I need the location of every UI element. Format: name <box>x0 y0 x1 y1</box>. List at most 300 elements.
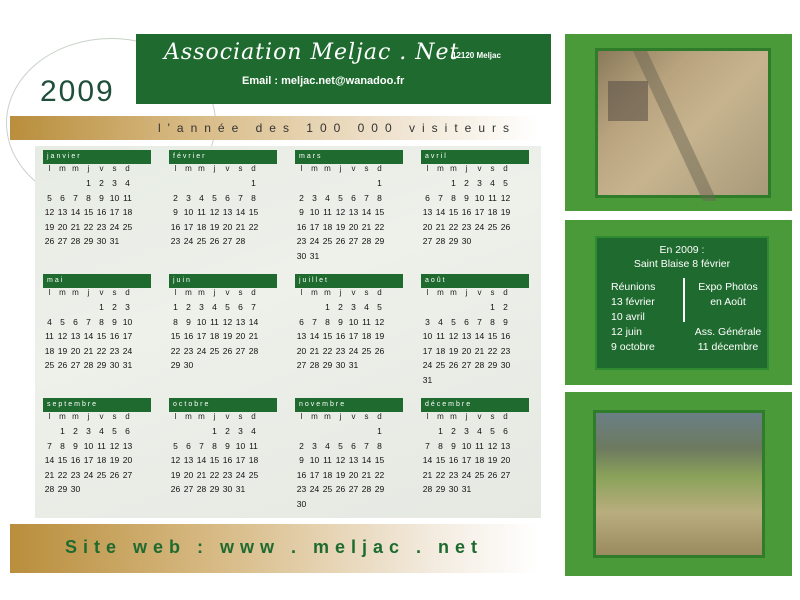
day-number: 9 <box>503 316 508 327</box>
week-row <box>169 234 279 249</box>
week-row <box>169 315 279 330</box>
day-name: j <box>465 164 468 173</box>
day-name: v <box>477 412 482 421</box>
day-number: 29 <box>374 236 385 247</box>
day-number: 24 <box>109 221 120 232</box>
week-row <box>43 176 153 191</box>
day-name: v <box>99 288 104 297</box>
day-name: l <box>300 288 303 297</box>
week-row <box>43 329 153 344</box>
day-number: 7 <box>73 192 78 203</box>
day-number: 14 <box>196 455 207 466</box>
day-number: 7 <box>438 192 443 203</box>
day-number: 7 <box>86 316 91 327</box>
day-number: 30 <box>296 498 307 509</box>
day-number: 13 <box>57 207 68 218</box>
meetings-item: 10 avril <box>611 311 645 323</box>
day-number: 11 <box>362 316 371 327</box>
day-number: 8 <box>173 316 178 327</box>
day-number: 22 <box>209 469 220 480</box>
day-name: d <box>377 412 382 421</box>
week-row <box>295 468 405 483</box>
day-number: 13 <box>348 207 359 218</box>
aerial-village-photo <box>595 48 771 198</box>
day-number: 22 <box>248 221 259 232</box>
day-number: 5 <box>377 302 382 313</box>
day-number: 6 <box>225 192 230 203</box>
week-row <box>169 468 279 483</box>
day-number: 9 <box>73 440 78 451</box>
week-row <box>421 453 531 468</box>
day-number: 7 <box>477 316 482 327</box>
day-number: 21 <box>422 469 433 480</box>
day-number: 24 <box>122 345 133 356</box>
day-name: m <box>72 412 79 421</box>
day-number: 4 <box>325 192 330 203</box>
day-number: 1 <box>377 426 382 437</box>
day-name: j <box>87 412 90 421</box>
day-name: s <box>364 164 369 173</box>
day-number: 9 <box>464 192 469 203</box>
day-number: 30 <box>109 360 120 371</box>
zip-code: 12120 Meljac <box>452 51 501 60</box>
day-name: m <box>437 288 444 297</box>
day-name: j <box>339 164 342 173</box>
day-name: m <box>437 164 444 173</box>
day-number: 2 <box>186 302 191 313</box>
day-number: 6 <box>238 302 243 313</box>
day-number: 19 <box>374 331 385 342</box>
day-number: 3 <box>186 192 191 203</box>
month-name: février <box>169 150 277 164</box>
day-number: 5 <box>338 192 343 203</box>
day-number: 11 <box>475 440 484 451</box>
day-number: 7 <box>364 440 369 451</box>
week-row <box>169 300 279 315</box>
day-number: 26 <box>335 484 346 495</box>
day-number: 3 <box>125 302 130 313</box>
day-number: 1 <box>99 302 104 313</box>
day-number: 3 <box>112 178 117 189</box>
day-number: 6 <box>464 316 469 327</box>
day-name: v <box>225 164 230 173</box>
week-row <box>43 344 153 359</box>
day-number: 12 <box>487 440 498 451</box>
day-number: 6 <box>60 192 65 203</box>
day-number: 10 <box>183 207 194 218</box>
day-name: l <box>48 412 51 421</box>
day-number: 18 <box>322 469 333 480</box>
day-number: 26 <box>335 236 346 247</box>
month-5 <box>169 274 279 392</box>
day-number: 20 <box>422 221 433 232</box>
week-row <box>169 453 279 468</box>
saint-blaise-event: Saint Blaise 8 février <box>633 258 731 270</box>
day-number: 6 <box>351 192 356 203</box>
week-row <box>421 329 531 344</box>
day-number: 6 <box>186 440 191 451</box>
day-number: 8 <box>377 440 382 451</box>
day-name: v <box>99 164 104 173</box>
day-number: 15 <box>487 331 498 342</box>
day-name: v <box>477 164 482 173</box>
day-number: 2 <box>299 192 304 203</box>
day-number: 29 <box>374 484 385 495</box>
day-name: m <box>198 412 205 421</box>
day-number: 12 <box>170 455 181 466</box>
day-name: v <box>351 412 356 421</box>
day-number: 6 <box>503 426 508 437</box>
day-number: 25 <box>248 469 259 480</box>
day-name: s <box>112 164 117 173</box>
day-number: 5 <box>60 316 65 327</box>
day-number: 7 <box>425 440 430 451</box>
day-number: 15 <box>96 331 107 342</box>
day-number: 18 <box>474 455 485 466</box>
day-number: 2 <box>299 440 304 451</box>
day-number: 13 <box>222 207 233 218</box>
day-number: 13 <box>422 207 433 218</box>
day-number: 22 <box>435 469 446 480</box>
day-name: m <box>198 288 205 297</box>
day-name: l <box>426 164 429 173</box>
day-number: 15 <box>374 455 385 466</box>
day-number: 10 <box>83 440 94 451</box>
day-number: 8 <box>212 440 217 451</box>
month-3 <box>421 150 531 268</box>
day-number: 20 <box>348 221 359 232</box>
day-name: m <box>72 164 79 173</box>
day-number: 27 <box>235 345 246 356</box>
day-names-row <box>421 164 531 176</box>
day-number: 16 <box>222 455 233 466</box>
day-number: 29 <box>96 360 107 371</box>
day-number: 20 <box>183 469 194 480</box>
day-number: 11 <box>436 331 445 342</box>
month-name: septembre <box>43 398 151 412</box>
day-number: 20 <box>122 455 133 466</box>
week-row <box>295 497 405 512</box>
day-number: 24 <box>461 469 472 480</box>
day-number: 5 <box>47 192 52 203</box>
meetings-item: 9 octobre <box>611 341 655 353</box>
day-number: 24 <box>183 236 194 247</box>
day-name: d <box>377 164 382 173</box>
day-number: 8 <box>86 192 91 203</box>
day-name: l <box>174 288 177 297</box>
day-number: 8 <box>325 316 330 327</box>
week-row <box>295 358 405 373</box>
day-number: 28 <box>248 345 259 356</box>
day-name: d <box>251 164 256 173</box>
day-number: 28 <box>422 484 433 495</box>
day-number: 27 <box>348 484 359 495</box>
day-number: 16 <box>109 331 120 342</box>
day-number: 26 <box>374 345 385 356</box>
day-number: 26 <box>487 469 498 480</box>
day-number: 9 <box>112 316 117 327</box>
day-number: 23 <box>461 221 472 232</box>
day-number: 17 <box>83 455 94 466</box>
day-number: 1 <box>451 178 456 189</box>
events-title: En 2009 : <box>659 244 705 256</box>
day-number: 7 <box>251 302 256 313</box>
day-number: 29 <box>209 484 220 495</box>
week-row <box>295 205 405 220</box>
day-number: 17 <box>122 331 133 342</box>
day-number: 2 <box>225 426 230 437</box>
day-number: 5 <box>225 302 230 313</box>
day-number: 8 <box>251 192 256 203</box>
day-number: 24 <box>309 484 320 495</box>
events-item: Ass. Générale <box>694 326 762 338</box>
day-number: 21 <box>474 345 485 356</box>
day-number: 23 <box>170 236 181 247</box>
day-number: 27 <box>70 360 81 371</box>
day-name: v <box>99 412 104 421</box>
week-row <box>169 205 279 220</box>
day-name: s <box>238 412 243 421</box>
day-number: 25 <box>196 236 207 247</box>
day-number: 25 <box>44 360 55 371</box>
day-number: 18 <box>209 331 220 342</box>
week-row <box>43 468 153 483</box>
day-number: 23 <box>96 221 107 232</box>
day-name: m <box>59 288 66 297</box>
day-number: 25 <box>322 236 333 247</box>
day-number: 30 <box>70 484 81 495</box>
email-address: Email : meljac.net@wanadoo.fr <box>242 75 405 87</box>
day-number: 11 <box>45 331 54 342</box>
month-name: juin <box>169 274 277 288</box>
day-number: 12 <box>209 207 220 218</box>
day-number: 16 <box>335 331 346 342</box>
events-list <box>691 280 765 355</box>
day-number: 20 <box>461 345 472 356</box>
day-number: 13 <box>296 331 307 342</box>
day-number: 2 <box>173 192 178 203</box>
events-item: 11 décembre <box>697 341 759 353</box>
day-name: j <box>465 288 468 297</box>
week-row <box>169 424 279 439</box>
day-number: 17 <box>422 345 433 356</box>
day-name: m <box>450 164 457 173</box>
events-panel <box>595 236 769 370</box>
day-number: 4 <box>490 178 495 189</box>
day-number: 1 <box>251 178 256 189</box>
day-name: s <box>238 288 243 297</box>
day-names-row <box>43 164 153 176</box>
day-number: 25 <box>322 484 333 495</box>
day-number: 28 <box>235 236 246 247</box>
day-number: 11 <box>323 455 332 466</box>
photo-roofs <box>608 81 648 121</box>
day-number: 18 <box>44 345 55 356</box>
day-number: 1 <box>438 426 443 437</box>
day-name: d <box>251 288 256 297</box>
day-number: 12 <box>44 207 55 218</box>
day-name: m <box>185 164 192 173</box>
day-number: 8 <box>377 192 382 203</box>
day-number: 14 <box>309 331 320 342</box>
day-name: j <box>213 412 216 421</box>
day-number: 25 <box>96 469 107 480</box>
day-name: m <box>437 412 444 421</box>
events-item: en Août <box>710 296 746 308</box>
day-number: 22 <box>170 345 181 356</box>
day-number: 22 <box>322 345 333 356</box>
week-row <box>421 300 531 315</box>
week-row <box>421 424 531 439</box>
day-number: 24 <box>474 221 485 232</box>
day-number: 9 <box>99 192 104 203</box>
day-number: 9 <box>186 316 191 327</box>
day-number: 16 <box>70 455 81 466</box>
day-number: 14 <box>474 331 485 342</box>
day-name: m <box>311 164 318 173</box>
day-name: j <box>87 288 90 297</box>
day-number: 15 <box>170 331 181 342</box>
day-number: 10 <box>422 331 433 342</box>
day-number: 31 <box>422 374 433 385</box>
day-number: 28 <box>361 236 372 247</box>
month-11 <box>421 398 531 516</box>
day-name: s <box>364 288 369 297</box>
day-name: l <box>48 288 51 297</box>
day-number: 3 <box>312 440 317 451</box>
month-name: mars <box>295 150 403 164</box>
week-row <box>43 205 153 220</box>
day-name: j <box>87 164 90 173</box>
day-number: 17 <box>196 331 207 342</box>
week-row <box>43 191 153 206</box>
day-number: 2 <box>73 426 78 437</box>
day-number: 19 <box>487 455 498 466</box>
day-number: 9 <box>299 207 304 218</box>
day-number: 8 <box>99 316 104 327</box>
association-name: Association Meljac . Net <box>164 40 460 65</box>
day-name: d <box>503 288 508 297</box>
day-number: 30 <box>500 360 511 371</box>
website-url: Site web : www . meljac . net <box>64 537 484 557</box>
day-number: 26 <box>222 345 233 356</box>
day-number: 12 <box>335 455 346 466</box>
day-number: 10 <box>461 440 472 451</box>
day-name: v <box>225 288 230 297</box>
day-number: 20 <box>235 331 246 342</box>
week-row <box>421 176 531 191</box>
day-name: m <box>324 288 331 297</box>
day-number: 26 <box>500 221 511 232</box>
week-row <box>295 220 405 235</box>
week-row <box>43 220 153 235</box>
day-name: d <box>377 288 382 297</box>
day-number: 13 <box>500 440 511 451</box>
day-number: 6 <box>351 440 356 451</box>
day-names-row <box>421 412 531 424</box>
day-name: s <box>490 288 495 297</box>
day-name: j <box>213 164 216 173</box>
day-number: 21 <box>83 345 94 356</box>
day-number: 8 <box>490 316 495 327</box>
day-number: 25 <box>361 345 372 356</box>
day-number: 18 <box>122 207 133 218</box>
day-number: 27 <box>348 236 359 247</box>
day-number: 18 <box>322 221 333 232</box>
day-name: s <box>490 412 495 421</box>
day-number: 26 <box>170 484 181 495</box>
day-number: 4 <box>199 192 204 203</box>
day-number: 15 <box>322 331 333 342</box>
day-number: 11 <box>197 207 206 218</box>
day-number: 28 <box>83 360 94 371</box>
day-number: 21 <box>361 221 372 232</box>
meetings-list <box>611 280 655 355</box>
day-number: 30 <box>222 484 233 495</box>
day-number: 3 <box>425 316 430 327</box>
day-number: 22 <box>374 221 385 232</box>
week-row <box>295 234 405 249</box>
day-number: 5 <box>212 192 217 203</box>
day-number: 10 <box>235 440 246 451</box>
day-number: 12 <box>335 207 346 218</box>
week-row <box>43 424 153 439</box>
day-names-row <box>43 412 153 424</box>
day-number: 8 <box>438 440 443 451</box>
day-number: 23 <box>296 484 307 495</box>
week-row <box>43 315 153 330</box>
day-name: d <box>125 412 130 421</box>
day-number: 16 <box>183 331 194 342</box>
day-number: 20 <box>500 455 511 466</box>
day-name: m <box>324 412 331 421</box>
website-bar <box>10 524 538 573</box>
day-number: 19 <box>500 207 511 218</box>
day-number: 27 <box>296 360 307 371</box>
day-number: 22 <box>83 221 94 232</box>
day-number: 19 <box>209 221 220 232</box>
events-frame <box>565 220 792 385</box>
day-names-row <box>295 164 405 176</box>
day-number: 20 <box>222 221 233 232</box>
tagline-bar <box>10 116 538 140</box>
day-name: l <box>174 412 177 421</box>
day-number: 1 <box>86 178 91 189</box>
week-row <box>295 482 405 497</box>
day-number: 15 <box>448 207 459 218</box>
day-number: 11 <box>97 440 106 451</box>
day-number: 31 <box>109 236 120 247</box>
day-number: 25 <box>122 221 133 232</box>
day-number: 29 <box>487 360 498 371</box>
day-number: 10 <box>109 192 120 203</box>
day-name: d <box>125 164 130 173</box>
day-number: 9 <box>451 440 456 451</box>
day-number: 29 <box>435 484 446 495</box>
week-row <box>43 234 153 249</box>
day-name: s <box>238 164 243 173</box>
day-name: l <box>426 288 429 297</box>
day-number: 10 <box>122 316 133 327</box>
events-separator <box>683 278 685 322</box>
day-number: 11 <box>488 192 497 203</box>
month-name: juillet <box>295 274 403 288</box>
week-row <box>169 482 279 497</box>
day-number: 29 <box>448 236 459 247</box>
week-row <box>421 468 531 483</box>
day-number: 19 <box>170 469 181 480</box>
week-row <box>295 439 405 454</box>
